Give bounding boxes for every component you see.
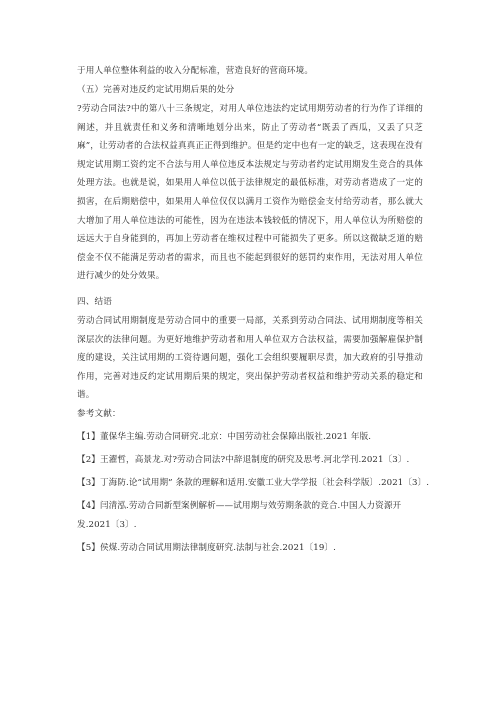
reference-item-4: 【4】闫清泓.劳动合同新型案例解析——试用期与效劳期条款的竞合.中国人力资源开发.2021〔3〕.	[77, 501, 402, 530]
section-four-heading: 四、结语	[77, 297, 112, 307]
reference-item-5: 【5】侯煤.劳动合同试用期法律制度研究.法制与社会.2021〔19〕.	[77, 543, 336, 553]
reference-item-1: 【1】董保华主编.劳动合同研究.北京：中国劳动社会保障出版社.2021 年版.	[77, 432, 372, 442]
reference-item-2: 【2】王濯哲，高景龙.对?劳动合同法?中辞退制度的研究及思考.河北学刊.2021〔3〕.	[77, 455, 410, 465]
section-five-heading: （五）完善对违反约定试用期后果的处分	[77, 85, 235, 95]
references-heading: 参考文献：	[77, 409, 121, 419]
reference-item-3: 【3】丁海防.论“试用期” 条款的理解和适用.安徽工业大学学报〔社会科学版〕.2021〔3〕.	[77, 478, 430, 488]
section-five-body: ?劳动合同法?中的第八十三条规定，对用人单位违法约定试用期劳动者的行为作了详细的阐述，并且就责任和义务和清晰地划分出来，防止了劳动者“既丢了西瓜，又丢了只芝麻”，让劳动者的合法权益真真正正得到维护。但是约定中也有一定的缺乏，这表现在没有规定试用期工资约定不合法与用人单位违反本法规定与劳动者约定试用期发生竞合的具体处理方法。也就是说，如果用人单位以低于法律规定的最低标准，对劳动者造成了一定的损害，在后期赔偿中，如果用人单位仅仅以满月工资作为赔偿金支付给劳动者，那么就大大增加了用人单位违法的可能性，因为在违法本钱较低的情况下，用人单位认为所赔偿的远远大于自身能到的，再加上劳动者在维权过程中可能损失了更多。所以这微缺乏道的赔偿金不仅不能满足劳动者的需求，而且也不能起到很好的惩罚约束作用，无法对用人单位进行减少的处分效果。	[77, 104, 423, 282]
conclusion-body: 劳动合同试用期制度是劳动合同中的重要一局部，关系到劳动合同法、试用期制度等相关深层次的法律问题。为更好地维护劳动者和用人单位双方合法权益，需要加强解雇保护制度的建设，关注试用期的工资待遇问题，强化工会组织要履职尽责，加大政府的引导推动作用，完善对违反约定试用期后果的规定，突出保护劳动者权益和维护劳动关系的稳定和谐。	[77, 316, 423, 401]
intro-closing-paragraph: 于用人单位整体利益的收入分配标准，营造良好的营商环境。	[77, 66, 314, 76]
